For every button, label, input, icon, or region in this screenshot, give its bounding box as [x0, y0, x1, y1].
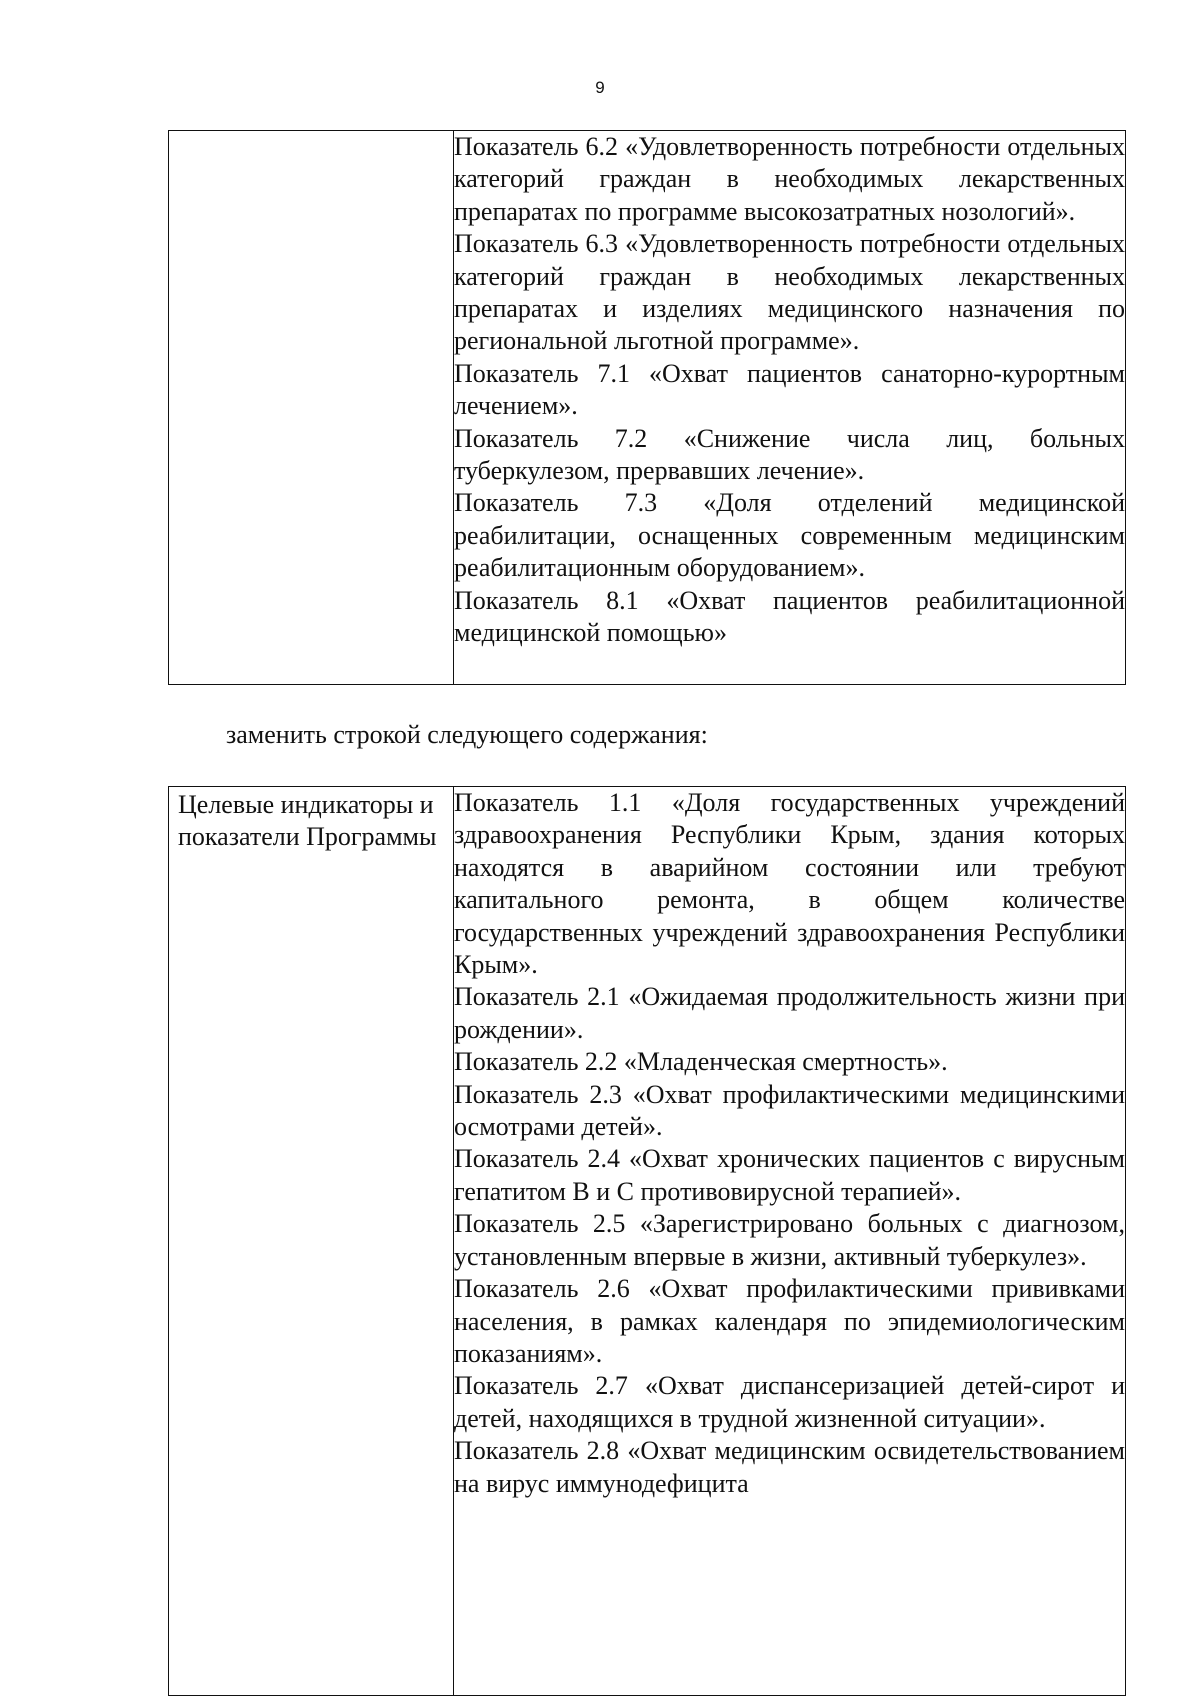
indicator-item: Показатель 2.8 «Охват медицинским освидетельствованием на вирус иммунодефицита: [454, 1436, 1125, 1498]
indicator-item: Показатель 7.1 «Охват пациентов санаторно-курортным лечением».: [454, 358, 1125, 421]
indicator-item: Показатель 2.2 «Младенческая смертность».: [454, 1047, 948, 1077]
indicator-item: Показатель 2.6 «Охват профилактическими прививками населения, в рамках календаря по эпидемиологическим показаниям».: [454, 1274, 1125, 1368]
table-row: [169, 131, 1126, 685]
row-label: [169, 131, 453, 133]
table-row: [169, 787, 1126, 1696]
indicator-item: Показатель 2.1 «Ожидаемая продолжительность жизни при рождении».: [454, 982, 1125, 1044]
indicator-item: Показатель 7.3 «Доля отделений медицинской реабилитации, оснащенных современным медицинским реабилитационным оборудованием».: [454, 488, 1125, 583]
row-label-cell: [169, 131, 454, 685]
page-number: 9: [595, 78, 605, 97]
indicator-item: Показатель 2.4 «Охват хронических пациентов с вирусным гепатитом В и С противовирусной терапией».: [454, 1144, 1125, 1206]
program-table-old-row: [168, 130, 1126, 685]
indicators-cell: [454, 131, 1126, 685]
indicator-item: Показатель 1.1 «Доля государственных учреждений здравоохранения Республики Крым, здания которых находятся в аварийном состоянии или требуют капитального ремонта, в общем количестве государственных учреждений здравоохранения Республики Крым».: [454, 788, 1125, 980]
replace-instruction: заменить строкой следующего содержания:: [226, 720, 708, 749]
row-label-cell: [169, 787, 454, 1696]
indicator-item: Показатель 6.3 «Удовлетворенность потребности отдельных категорий граждан в необходимых лекарственных препаратах и изделиях медицинского назначения по региональной льготной программе».: [454, 229, 1125, 356]
row-label: Целевые индикаторы и показатели Программы: [178, 790, 437, 852]
indicator-item: Показатель 2.3 «Охват профилактическими медицинскими осмотрами детей».: [454, 1079, 1125, 1142]
indicator-item: Показатель 8.1 «Охват пациентов реабилитационной медицинской помощью»: [454, 585, 1125, 648]
indicator-item: Показатель 2.7 «Охват диспансеризацией детей-сирот и детей, находящихся в трудной жизненной ситуации».: [454, 1371, 1125, 1433]
indicator-item: Показатель 2.5 «Зарегистрировано больных с диагнозом, установленным впервые в жизни, активный туберкулез».: [454, 1209, 1125, 1271]
program-table-new-row: [168, 786, 1126, 1696]
indicators-cell: [454, 787, 1126, 1696]
indicator-item: Показатель 7.2 «Снижение числа лиц, больных туберкулезом, прервавших лечение».: [454, 423, 1125, 486]
indicator-item: Показатель 6.2 «Удовлетворенность потребности отдельных категорий граждан в необходимых лекарственных препаратах по программе высокозатратных нозологий».: [454, 132, 1125, 226]
